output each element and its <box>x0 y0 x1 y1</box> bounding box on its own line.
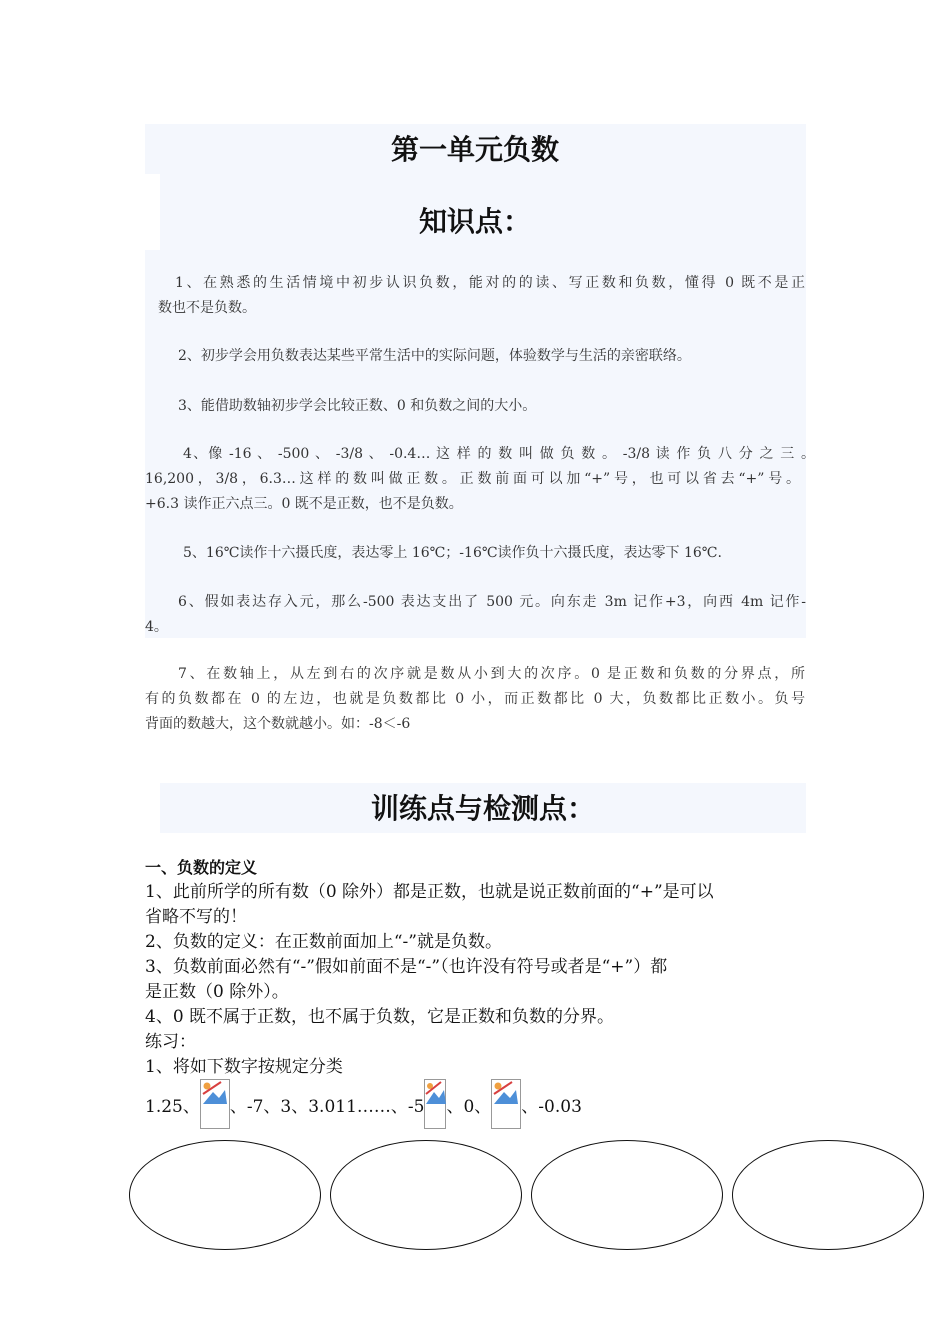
broken-image-icon <box>424 1079 446 1129</box>
definition-item-3-line1: 3、负数前面必然有“-”假如前面不是“-”（也许没有符号或者是“+”）都 <box>145 957 668 977</box>
knowledge-point-4-line2: 16,200，3/8，6.3…这样的数叫做正数。正数前面可以加“+”号，也可以省去“+”号。 <box>145 471 800 487</box>
knowledge-point-6-line1: 6、假如表达存入元，那么-500 表达支出了 500 元。向东走 3m 记作+3，向西 4m 记作- <box>178 594 806 610</box>
knowledge-point-5: 5、16℃读作十六摄氏度，表达零上 16℃；-16℃读作负十六摄氏度，表达零下 16℃. <box>183 545 722 561</box>
number-row-text-1: 1.25、 <box>145 1096 200 1117</box>
knowledge-point-7-line1: 7、在数轴上，从左到右的次序就是数从小到大的次序。0 是正数和负数的分界点，所 <box>178 666 805 682</box>
number-row <box>145 1078 582 1130</box>
definition-item-4: 4、0 既不属于正数，也不属于负数，它是正数和负数的分界。 <box>145 1007 615 1027</box>
classification-oval-1 <box>129 1140 321 1250</box>
knowledge-point-2: 2、初步学会用负数表达某些平常生活中的实际问题，体验数学与生活的亲密联络。 <box>178 348 691 364</box>
definition-item-1-line1: 1、此前所学的所有数（0 除外）都是正数，也就是说正数前面的“+”是可以 <box>145 882 714 902</box>
definition-item-2: 2、负数的定义：在正数前面加上“-”就是负数。 <box>145 932 502 952</box>
broken-image-icon <box>491 1079 521 1129</box>
definition-item-1-line2: 省略不写的！ <box>145 907 247 927</box>
knowledge-point-1-line1: 1、在熟悉的生活情境中初步认识负数，能对的的读、写正数和负数，懂得 0 既不是正 <box>175 275 805 291</box>
knowledge-point-4-line3: +6.3 读作正六点三。0 既不是正数，也不是负数。 <box>145 496 463 512</box>
number-row-text-4: 、-0.03 <box>521 1096 582 1117</box>
classification-oval-2 <box>330 1140 522 1250</box>
unit-title: 第一单元负数 <box>390 133 559 166</box>
knowledge-point-6-line2: 4。 <box>145 619 168 635</box>
knowledge-point-7-line2: 有的负数都在 0 的左边，也就是负数都比 0 小，而正数都比 0 大，负数都比正数小。负号 <box>145 691 805 707</box>
knowledge-point-1-line2: 数也不是负数。 <box>158 300 256 316</box>
practice-label: 练习： <box>145 1032 196 1052</box>
classification-oval-3 <box>531 1140 723 1250</box>
number-row-text-3: 、0、 <box>446 1096 492 1117</box>
broken-image-icon <box>200 1079 230 1129</box>
practice-1: 1、将如下数字按规定分类 <box>145 1057 343 1077</box>
knowledge-point-4-line1: 4、像 -16 、 -500 、 -3/8 、 -0.4… 这 样 的 数 叫 做 负 数 。 -3/8 读 作 负 八 分 之 三 。 <box>183 446 815 462</box>
definition-item-3-line2: 是正数（0 除外）。 <box>145 982 289 1002</box>
knowledge-title: 知识点： <box>418 205 531 238</box>
knowledge-point-3: 3、能借助数轴初步学会比较正数、0 和负数之间的大小。 <box>178 398 537 414</box>
knowledge-point-7-line3: 背面的数越大，这个数就越小。如：-8＜-6 <box>145 716 411 732</box>
section-negative-definition <box>145 855 810 1080</box>
number-row-text-2: 、-7、3、3.011……、-5 <box>229 1096 425 1117</box>
classification-ovals <box>0 1130 950 1260</box>
training-title: 训练点与检测点： <box>370 792 595 825</box>
classification-oval-4 <box>732 1140 924 1250</box>
section-heading: 一、负数的定义 <box>145 858 258 877</box>
